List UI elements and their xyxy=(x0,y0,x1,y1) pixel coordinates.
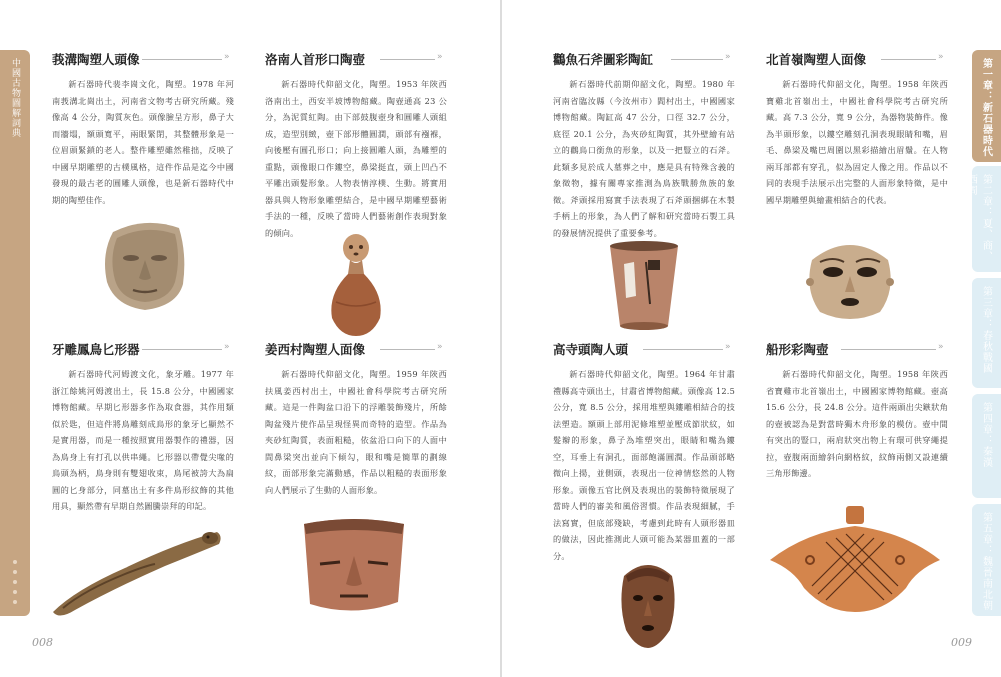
chapter-tabs xyxy=(965,50,1001,616)
ivory-spoon-photo xyxy=(45,524,225,624)
article-title: 牙雕鳳鳥匕形器 xyxy=(52,342,140,357)
article-title: 莪溝陶塑人頭像 xyxy=(52,52,140,67)
book-title-label: 中國古物圖解詞典 xyxy=(10,58,20,138)
title-rule xyxy=(643,349,723,350)
chapter-tab-label: 第五章：魏晉南北朝 xyxy=(980,512,992,611)
page-gutter xyxy=(500,0,502,677)
rule-arrow-icon: » xyxy=(938,342,944,352)
article-body: 新石器時代仰韶文化，陶塑。1959 年陝西扶風姜西村出土，中國社會科學院考古研究所藏。這是一件陶盆口沿下的浮雕裝飾殘片，所餘陶盆殘片使作品呈現怪異而奇特的造型。作品為夾砂紅陶質，表面粗糙，依盆沿口向下的人面中間鼻梁突出並向下傾勾，眼和嘴是簡單的劃線紋，面部形象完滿動感，作品以粗糙的表面形象向人們展示了生動的人面形象。 xyxy=(265,369,447,495)
article-boat-pot xyxy=(766,340,948,482)
rule-arrow-icon: » xyxy=(437,52,443,62)
chapter-tab-4[interactable] xyxy=(972,394,1001,498)
clay-head-photo xyxy=(95,214,195,314)
chapter-tab-label: 第三章：春秋戰國 xyxy=(980,286,992,374)
rule-arrow-icon: » xyxy=(725,342,731,352)
title-rule xyxy=(841,349,936,350)
page-number-left: 008 xyxy=(32,636,53,649)
face-fragment-photo xyxy=(296,512,411,620)
pottery-mask-photo xyxy=(800,230,900,326)
rule-arrow-icon: » xyxy=(725,52,731,62)
title-rule xyxy=(142,59,222,60)
article-gaositou-head xyxy=(553,340,735,564)
painted-vat-photo xyxy=(604,240,684,332)
article-ogou-head xyxy=(52,50,234,208)
article-body: 新石器時代裴李崗文化，陶塑。1978 年河南莪溝北崗出土，河南省文物考古研究所藏。殘像高 4 公分，陶質灰色。頭像臉呈方形，鼻子大而牆塌，額頭寬平，兩眼緊閉，其整體形象是一位眉頭緊鎖的老人。整件雕塑雖然稚拙，反映了中國早期雕塑的古樸風格，這件作品是迄今中國發現的最古老的圓雕人頭像，也是新石器時代中期的陶塑佳作。 xyxy=(52,79,234,205)
rule-arrow-icon: » xyxy=(437,342,443,352)
article-body: 新石器時代仰韶文化，陶塑。1958 年陝西寶雞北首嶺出土，中國社會科學院考古研究所藏。高 7.3 公分，寬 9 公分，為器物裝飾件。像為半頭形象，以鏤空雕刻孔洞表現眼睛和嘴，眉毛、鼻梁及嘴巴周圍以黑彩描繪出眉鬚。在人物兩耳部都有穿孔，似為固定人像之用。作品以不同的表現手法展示出完整的人面形象特徵，是中國早期雕塑與繪畫相結合的代表。 xyxy=(766,79,948,205)
chapter-tab-label: 第四章：秦漢 xyxy=(980,402,992,468)
article-title: 鸛魚石斧圖彩陶缸 xyxy=(553,52,654,67)
chapter-tab-2[interactable] xyxy=(965,166,1001,272)
article-title: 北首嶺陶塑人面像 xyxy=(766,52,867,67)
left-section-tab[interactable] xyxy=(0,50,30,616)
article-body: 新石器時代仰韶文化，陶塑。1958 年陝西省寶雞市北首嶺出土，中國國家博物館藏。壺高 15.6 公分，長 24.8 公分。這件兩頭出尖鏃狀角的壺被認為是對當時獨木舟形象的模仿。壺中間有突出的豎口，兩肩狀突出物上有環可供穿繩提拉，壺腹兩面繪斜向網格紋，紋飾兩側又設連續三角形飾邊。 xyxy=(766,369,948,478)
title-rule xyxy=(380,59,435,60)
title-rule xyxy=(671,59,723,60)
article-stork-fish-vat xyxy=(553,50,735,241)
article-title: 船形彩陶壺 xyxy=(766,342,829,357)
decorative-dots xyxy=(12,554,18,604)
chapter-tab-label: 第二章：夏、商、西周 xyxy=(965,174,992,262)
chapter-tab-3[interactable] xyxy=(972,278,1001,388)
article-title: 姜西村陶塑人面像 xyxy=(265,342,366,357)
page-number-right: 009 xyxy=(951,636,972,649)
chapter-tab-1[interactable] xyxy=(972,50,1001,162)
title-rule xyxy=(380,349,435,350)
article-beishouling-face xyxy=(766,50,948,208)
rule-arrow-icon: » xyxy=(938,52,944,62)
title-rule xyxy=(881,59,936,60)
chapter-tab-5[interactable] xyxy=(972,504,1001,616)
terracotta-head-photo xyxy=(614,554,682,650)
article-title: 洛南人首形口陶壺 xyxy=(265,52,366,67)
chapter-tab-label: 第一章：新石器時代 xyxy=(980,58,992,157)
boat-pot-photo xyxy=(766,502,944,618)
article-body: 新石器時代前期仰韶文化，陶塑。1980 年河南省臨汝縣（今汝州市）閻村出土，中國國家博物館藏。陶缸高 47 公分，口徑 32.7 公分，底徑 20.1 公分，為夾砂紅陶質，其外壁繪有站立的鸛鳥口銜魚的形象，以及一把豎立的石斧。此類多見於成人墓葬之中，應是具有特殊含義的象徵物，據有關專家推測為鳥族戰勝魚族的象徵。斧頭採用寫實手法表現了石斧頭捆綁在木製手柄上的形象，為人們了解和研究當時石製工具的發展情況提供了重要參考。 xyxy=(553,79,735,238)
human-head-jar-photo xyxy=(326,232,386,340)
rule-arrow-icon: » xyxy=(224,342,230,352)
article-body: 新石器時代河姆渡文化，象牙雕。1977 年浙江餘姚河姆渡出土，長 15.8 公分，中國國家博物館藏。早期匕形器多作為取食器，其作用類似於匙，但這件將鳥雕刻成鳥形的象牙匕顯然不是實用器，而是一種按照實用器製作的禮器，因為鳥身上有打孔以供串繩。匕形器以帶覺尖喙的鳥頭為柄，鳥身則有雙翅收束，鳥尾被誇大為扁圓的匕身部分，同墓出土有多件鳥形紋飾的其他用具，顯然帶有早期自然圖騰崇拜的印記。 xyxy=(52,369,234,511)
title-rule xyxy=(142,349,222,350)
article-title: 高寺頭陶人頭 xyxy=(553,342,629,357)
article-body: 新石器時代仰韶文化，陶塑。1953 年陝西洛南出土，西安半坡博物館藏。陶壺通高 23 公分，為泥質紅陶。由下部鼓腹壺身和圓雕人頭組成，造型別緻，壺下部形體圓潤，頭部有襁褓，向後壓有圓孔形口；向上接圓雕人頭，為雕塑的重點，頭像眼口作鏤空，鼻梁挺直，頭上凹凸不平雕出頭髮形象。人物表情淳樸、生動。將實用器具與人物形象雕塑結合，是中國早期雕塑藝術手法的一種，反映了當時人們藝術創作表現對象的傾向。 xyxy=(265,79,447,238)
rule-arrow-icon: » xyxy=(224,52,230,62)
article-luonan-jar xyxy=(265,50,447,241)
article-ivory-spoon xyxy=(52,340,234,515)
article-jiangxi-face xyxy=(265,340,447,498)
article-body: 新石器時代仰韶文化，陶塑。1964 年甘肅禮縣高寺頭出土，甘肅省博物館藏。頭像高 12.5 公分，寬 8.5 公分，採用堆塑與鏤雕相結合的技法塑造。額頭上部用泥條堆塑並壓成節狀紋，如髮辮的形象，鼻子為堆塑突出，眼睛和嘴為鏤空，耳垂上有洞孔，面部飽滿圓潤。作品頭部略微向上揚，並側頭，表現出一位神情悠然的人物形象。頭像五官比例及表現出的裝飾特徵展現了當時人們的審美和風俗習慣。作品表現細膩，手法寫實，但底部殘缺，考慮到此時有人頭形器皿的做法，因此推測此人頭可能為某器皿蓋的一部分。 xyxy=(553,369,735,561)
